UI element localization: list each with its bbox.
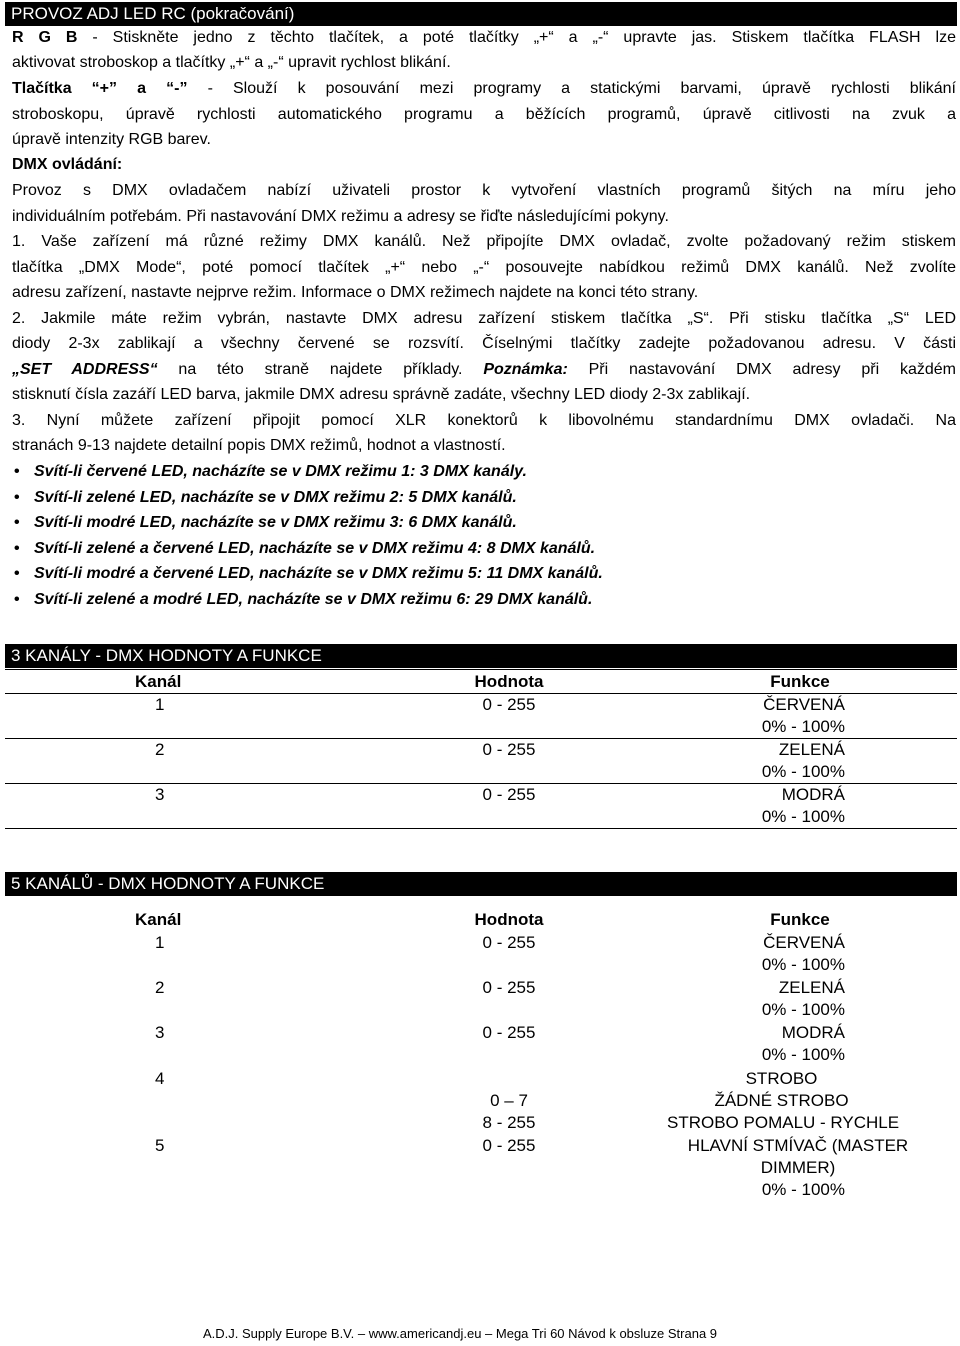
table3-title: 3 KANÁLY - DMX HODNOTY A FUNKCE xyxy=(5,644,957,668)
rgb-line-2: aktivovat stroboskop a tlačítky „+“ a „-“ upravit rychlost blikání. xyxy=(12,54,451,71)
bullet-dot: • xyxy=(14,540,20,557)
table5-cell-range: 0% - 100% xyxy=(761,1180,845,1199)
table3-cell-value: 0 - 255 xyxy=(482,740,536,759)
table3-bottom-rule xyxy=(5,828,957,829)
table5-cell-range: 0% - 100% xyxy=(761,1045,845,1064)
table5-header-value: Hodnota xyxy=(474,910,544,929)
step2-line-1: 2. Jakmile máte režim vybrán, nastavte DMX adresu zařízení stiskem tlačítka „S“. Při stisku tlačítka „S“ LED xyxy=(12,310,956,327)
table3-header-value: Hodnota xyxy=(474,672,544,691)
note-label: Poznámka: xyxy=(483,361,568,378)
mode-bullet: • Svítí-li zelené a modré LED, nacházíte se v DMX režimu 6: 29 DMX kanálů. xyxy=(14,591,593,608)
table3-cell-value: 0 - 255 xyxy=(482,695,536,714)
buttons-line-1 xyxy=(12,79,956,99)
table3-cell-range: 0% - 100% xyxy=(761,807,845,826)
table5-cell-value: 0 - 255 xyxy=(482,933,536,952)
step1-line-3: adresu zařízení, nastavte nejprve režim. Informace o DMX režimech najdete na konci této strany. xyxy=(12,284,699,301)
table5-cell-function: STROBO xyxy=(745,1069,818,1088)
table5-cell-function: MODRÁ xyxy=(781,1023,845,1042)
table3-cell-value: 0 - 255 xyxy=(482,785,536,804)
table5-cell-function: DIMMER) xyxy=(760,1158,836,1177)
dmx-heading: DMX ovládání: xyxy=(12,156,123,173)
table5-header-channel: Kanál xyxy=(135,910,182,929)
table5-cell-function: STROBO POMALU - RYCHLE xyxy=(667,1113,900,1132)
table3-top-rule xyxy=(5,669,957,670)
table5-cell-channel: 2 xyxy=(155,978,165,997)
table3-cell-function: ČERVENÁ xyxy=(763,695,845,714)
table5-cell-value: 0 - 255 xyxy=(482,1023,536,1042)
table5-cell-channel: 3 xyxy=(155,1023,165,1042)
table5-cell-function: ČERVENÁ xyxy=(763,933,845,952)
rgb-label: R G B xyxy=(12,29,78,46)
table3-header-channel: Kanál xyxy=(135,672,182,691)
table3-cell-channel: 2 xyxy=(155,740,165,759)
table5-title: 5 KANÁLŮ - DMX HODNOTY A FUNKCE xyxy=(5,872,957,896)
table5-cell-function: ŽÁDNÉ STROBO xyxy=(714,1091,849,1110)
mode-bullet: • Svítí-li zelené a červené LED, nacházíte se v DMX režimu 4: 8 DMX kanálů. xyxy=(14,540,596,557)
table5-cell-channel: 1 xyxy=(155,933,165,952)
step2-text-mid: na této straně najdete příklady. xyxy=(157,361,484,378)
step2-line-4: stisknutí čísla zazáří LED barva, jakmile DMX adresu správně zadáte, všechny LED diody 2-3x zablikají. xyxy=(12,386,751,403)
table5-cell-range: 0% - 100% xyxy=(761,1000,845,1019)
mode-bullet: • Svítí-li modré a červené LED, nacházíte se v DMX režimu 5: 11 DMX kanálů. xyxy=(14,565,603,582)
mode-bullet: • Svítí-li modré LED, nacházíte se v DMX režimu 3: 6 DMX kanálů. xyxy=(14,514,517,531)
table3-cell-channel: 1 xyxy=(155,695,165,714)
step1-line-2: tlačítka „DMX Mode“, poté pomocí tlačítek „+“ nebo „-“ posouvejte nabídkou režimů DMX kanálů. Než zvolíte xyxy=(12,259,956,276)
bullet-dot: • xyxy=(14,591,20,608)
table3-cell-function: MODRÁ xyxy=(781,785,845,804)
mode-bullet: • Svítí-li zelené LED, nacházíte se v DMX režimu 2: 5 DMX kanálů. xyxy=(14,489,517,506)
table5-cell-range: 0% - 100% xyxy=(761,955,845,974)
step2-line-2: diody 2-3x zablikají a všechny červené se rozsvítí. Číselnými tlačítky zadejte požadovanou adresu. V části xyxy=(12,335,956,352)
buttons-text-1: - Slouží k posouvání mezi programy a statickými barvami, úpravě rychlosti blikání xyxy=(187,80,956,97)
table5-cell-function: ZELENÁ xyxy=(778,978,845,997)
step2-line-3 xyxy=(12,360,956,380)
bullet-dot: • xyxy=(14,565,20,582)
mode-bullet: • Svítí-li červené LED, nacházíte se v DMX režimu 1: 3 DMX kanály. xyxy=(14,463,527,480)
buttons-label: Tlačítka “+” a “-” xyxy=(12,80,188,97)
table3-cell-function: ZELENÁ xyxy=(778,740,845,759)
table3-header-function: Funkce xyxy=(770,672,830,691)
table5-cell-value: 0 – 7 xyxy=(490,1091,528,1110)
table5-cell-function: HLAVNÍ STMÍVAČ (MASTER xyxy=(687,1136,909,1155)
table5-header-function: Funkce xyxy=(770,910,830,929)
section-header: PROVOZ ADJ LED RC (pokračování) xyxy=(5,2,957,26)
step1-line-1: 1. Vaše zařízení má různé režimy DMX kanálů. Než připojíte DMX ovladač, zvolte požadovaný režim stiskem xyxy=(12,233,956,250)
dmx-intro-line-1: Provoz s DMX ovladačem nabízí uživateli prostor k vytvoření vlastních programů šitých na míru jeho xyxy=(12,182,956,199)
rgb-line-1 xyxy=(12,28,956,48)
table5-cell-value: 0 - 255 xyxy=(482,1136,536,1155)
buttons-line-2: stroboskopu, úpravě rychlosti automatického programu a běžících programů, úpravě citlivosti na zvuk a xyxy=(12,106,956,123)
step2-text-rest: Při nastavování DMX adresy při každém xyxy=(567,361,957,378)
bullet-dot: • xyxy=(14,463,20,480)
table3-cell-range: 0% - 100% xyxy=(761,762,845,781)
footer-text: A.D.J. Supply Europe B.V. – www.americandj.eu – Mega Tri 60 Návod k obsluze Strana 9 xyxy=(203,1326,718,1341)
table5-cell-channel: 4 xyxy=(155,1069,165,1088)
bullet-dot: • xyxy=(14,514,20,531)
buttons-line-3: úpravě intenzity RGB barev. xyxy=(12,131,211,148)
table3-cell-channel: 3 xyxy=(155,785,165,804)
table3-cell-range: 0% - 100% xyxy=(761,717,845,736)
bullet-dot: • xyxy=(14,489,20,506)
table5-cell-channel: 5 xyxy=(155,1136,165,1155)
table5-cell-value: 8 - 255 xyxy=(482,1113,536,1132)
table5-cell-value: 0 - 255 xyxy=(482,978,536,997)
set-address-ref: „SET ADDRESS“ xyxy=(12,361,158,378)
dmx-intro-line-2: individuálním potřebám. Při nastavování DMX režimu a adresy se řiďte následujícími pokyny. xyxy=(12,208,669,225)
step3-line-2: stranách 9-13 najdete detailní popis DMX režimů, hodnot a vlastností. xyxy=(12,437,506,454)
step3-line-1: 3. Nyní můžete zařízení připojit pomocí XLR konektorů k libovolnému standardnímu DMX ovladači. Na xyxy=(12,412,956,429)
rgb-text-1: - Stiskněte jedno z těchto tlačítek, a poté tlačítky „+“ a „-“ upravte jas. Stiskem tlačítka FLASH lze xyxy=(77,29,957,46)
